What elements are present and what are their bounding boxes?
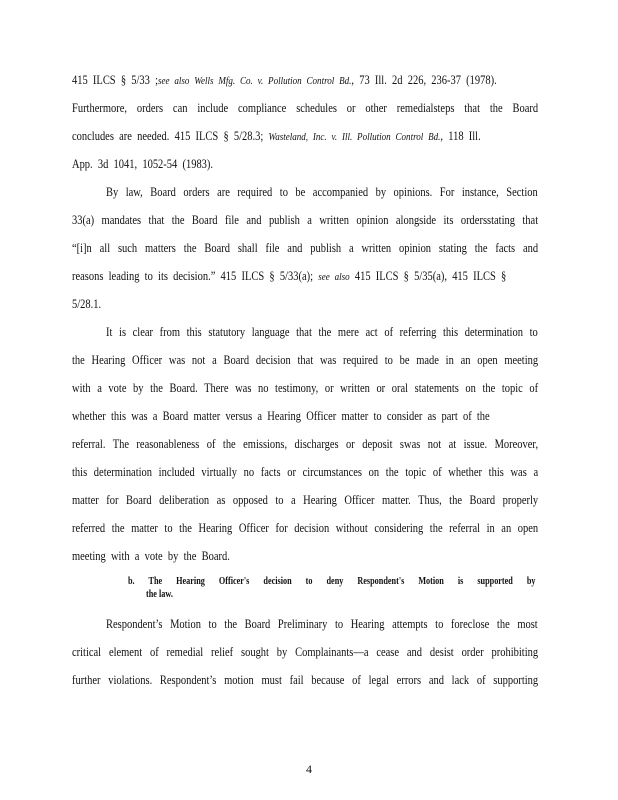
paragraph-3-line-1: It is clear from this statutory language that the mere act of referring this determination to <box>106 325 538 339</box>
paragraph-4-line-2: critical element of remedial relief sought by Complainants—a cease and desist order prohibiting <box>72 645 539 659</box>
citation-text: concludes are needed. 415 ILCS § 5/28.3; <box>72 129 264 143</box>
citation-signal: see also <box>318 272 350 283</box>
paragraph-2-line-1: By law, Board orders are required to be accompanied by opinions. For instance, Section <box>106 185 538 199</box>
paragraph-2-line-3: “[i]n all such matters the Board shall file and publish a written opinion stating the facts and <box>72 241 539 255</box>
section-subheading-line-1: b. The Hearing Officer's decision to deny Respondent's Motion is supported by <box>128 576 536 587</box>
paragraph-3-line-7: matter for Board deliberation as opposed to a Hearing Officer matter. Thus, the Board properly <box>72 493 539 507</box>
paragraph-1-line-2: Furthermore, orders can include compliance schedules or other remedialsteps that the Board <box>72 101 539 115</box>
paragraph-3-line-4: whether this was a Board matter versus a Hearing Officer matter to consider as part of the <box>72 409 490 423</box>
paragraph-3-line-3: with a vote by the Board. There was no testimony, or written or oral statements on the topic of <box>72 381 539 395</box>
paragraph-3-line-6: this determination included virtually no facts or circumstances on the topic of whether this was a <box>72 465 539 479</box>
case-citation: Wasteland, Inc. v. Ill. Pollution Control Bd. <box>268 132 441 143</box>
paragraph-2-line-5: 5/28.1. <box>72 297 102 311</box>
paragraph-3-line-9: meeting with a vote by the Board. <box>72 549 230 563</box>
paragraph-1-line-4: App. 3d 1041, 1052-54 (1983). <box>72 157 214 171</box>
page-number: 4 <box>306 762 312 776</box>
statute-text: reasons leading to its decision.” 415 ILCS § 5/33(a); <box>72 269 314 283</box>
paragraph-3-line-2: the Hearing Officer was not a Board decision that was required to be made in an open meeting <box>72 353 539 367</box>
case-citation: see also Wells Mfg. Co. v. Pollution Control Bd. <box>158 76 352 87</box>
paragraph-2-line-4 <box>72 269 507 285</box>
paragraph-1-line-3 <box>72 129 481 145</box>
paragraph-1-line-1 <box>72 73 497 89</box>
citation-text: , 118 Ill. <box>440 129 481 143</box>
paragraph-4-line-1: Respondent’s Motion to the Board Preliminary to Hearing attempts to foreclose the most <box>106 617 538 631</box>
paragraph-3-line-5: referral. The reasonableness of the emissions, discharges or deposit swas not at issue. Moreover, <box>72 437 539 451</box>
paragraph-3-line-8: referred the matter to the Hearing Officer for decision without considering the referral in an open <box>72 521 539 535</box>
section-subheading-line-2: the law. <box>146 589 173 600</box>
paragraph-4-line-3: further violations. Respondent’s motion must fail because of legal errors and lack of supporting <box>72 673 539 687</box>
statute-text: 415 ILCS § 5/35(a), 415 ILCS § <box>354 269 507 283</box>
paragraph-2-line-2: 33(a) mandates that the Board file and publish a written opinion alongside its ordersstating that <box>72 213 539 227</box>
citation-text: , 73 Ill. 2d 226, 236-37 (1978). <box>351 73 497 87</box>
citation-text: 415 ILCS § 5/33 ; <box>72 73 159 87</box>
